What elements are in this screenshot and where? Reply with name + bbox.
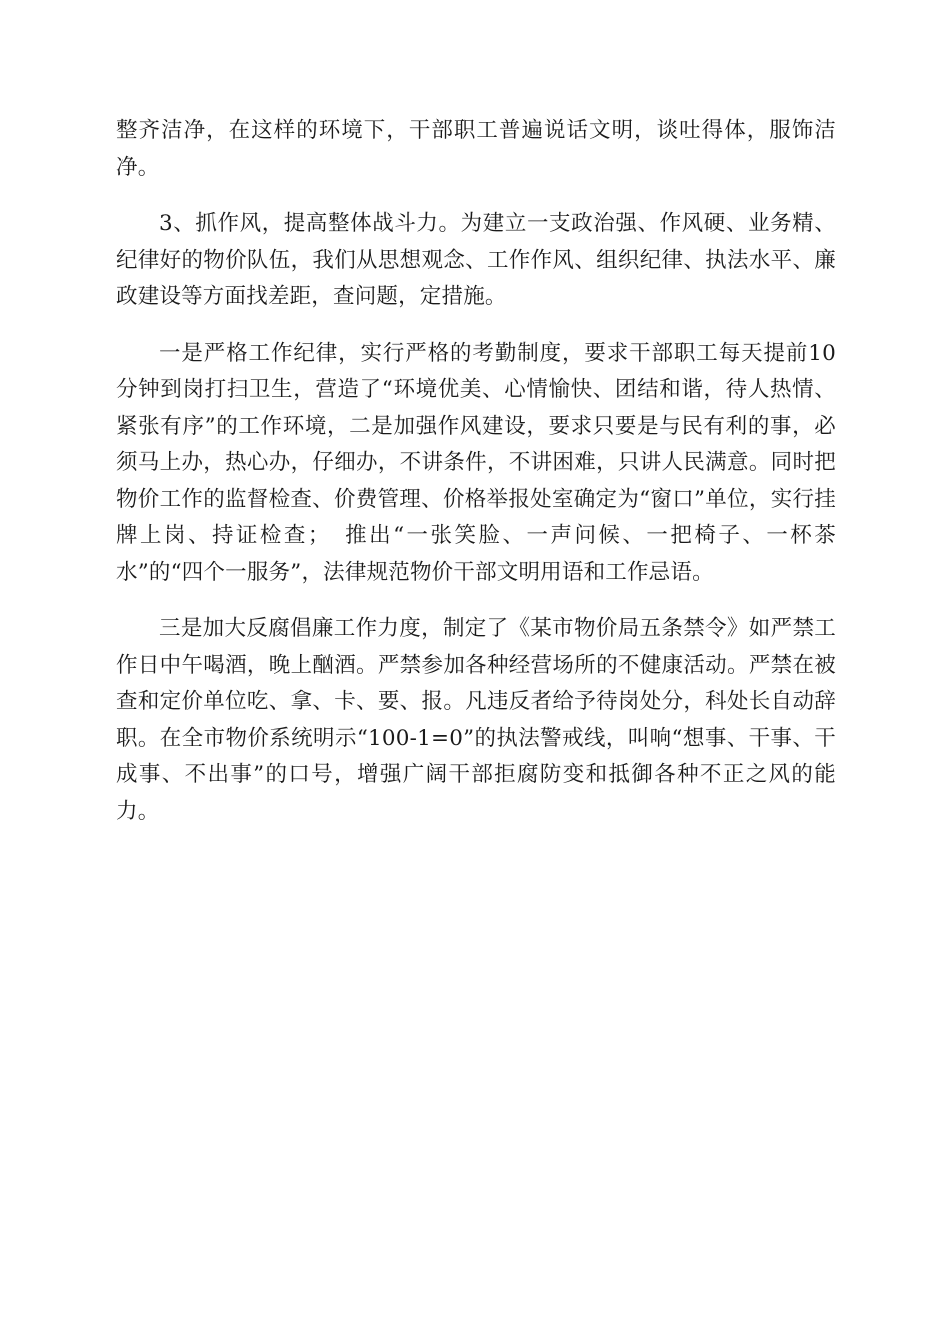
paragraph-work-discipline: 一是严格工作纪律，实行严格的考勤制度，要求干部职工每天提前10分钟到岗打扫卫生，营造了“环境优美、心情愉快、团结和谐，待人热情、紧张有序”的工作环境，二是加强作风建设，要求只要是与民有利的事，必须马上办，热心办，仔细办，不讲条件，不讲困难，只讲人民满意。同时把物价工作的监督检查、价费管理、价格举报处室确定为“窗口”单位，实行挂牌上岗、持证检查； 推出“一张笑脸、一声问候、一把椅子、一杯茶水”的“四个一服务”，法律规范物价干部文明用语和工作忌语。 <box>116 340 836 585</box>
paragraph-section-3: 3、抓作风，提高整体战斗力。为建立一支政治强、作风硬、业务精、纪律好的物价队伍，我们从思想观念、工作作风、组织纪律、执法水平、廉政建设等方面找差距，查问题，定措施。 <box>116 211 836 309</box>
paragraph-continuation: 整齐洁净，在这样的环境下，干部职工普遍说话文明，谈吐得体，服饰洁净。 <box>116 118 836 180</box>
paragraph-anti-corruption: 三是加大反腐倡廉工作力度，制定了《某市物价局五条禁令》如严禁工作日中午喝酒，晚上酗酒。严禁参加各种经营场所的不健康活动。严禁在被查和定价单位吃、拿、卡、要、报。凡违反者给予待岗处分，科处长自动辞职。在全市物价系统明示“100-1=0”的执法警戒线，叫响“想事、干事、干成事、不出事”的口号，增强广阔干部拒腐防变和抵御各种不正之风的能力。 <box>116 616 836 824</box>
document-body <box>116 113 836 850</box>
